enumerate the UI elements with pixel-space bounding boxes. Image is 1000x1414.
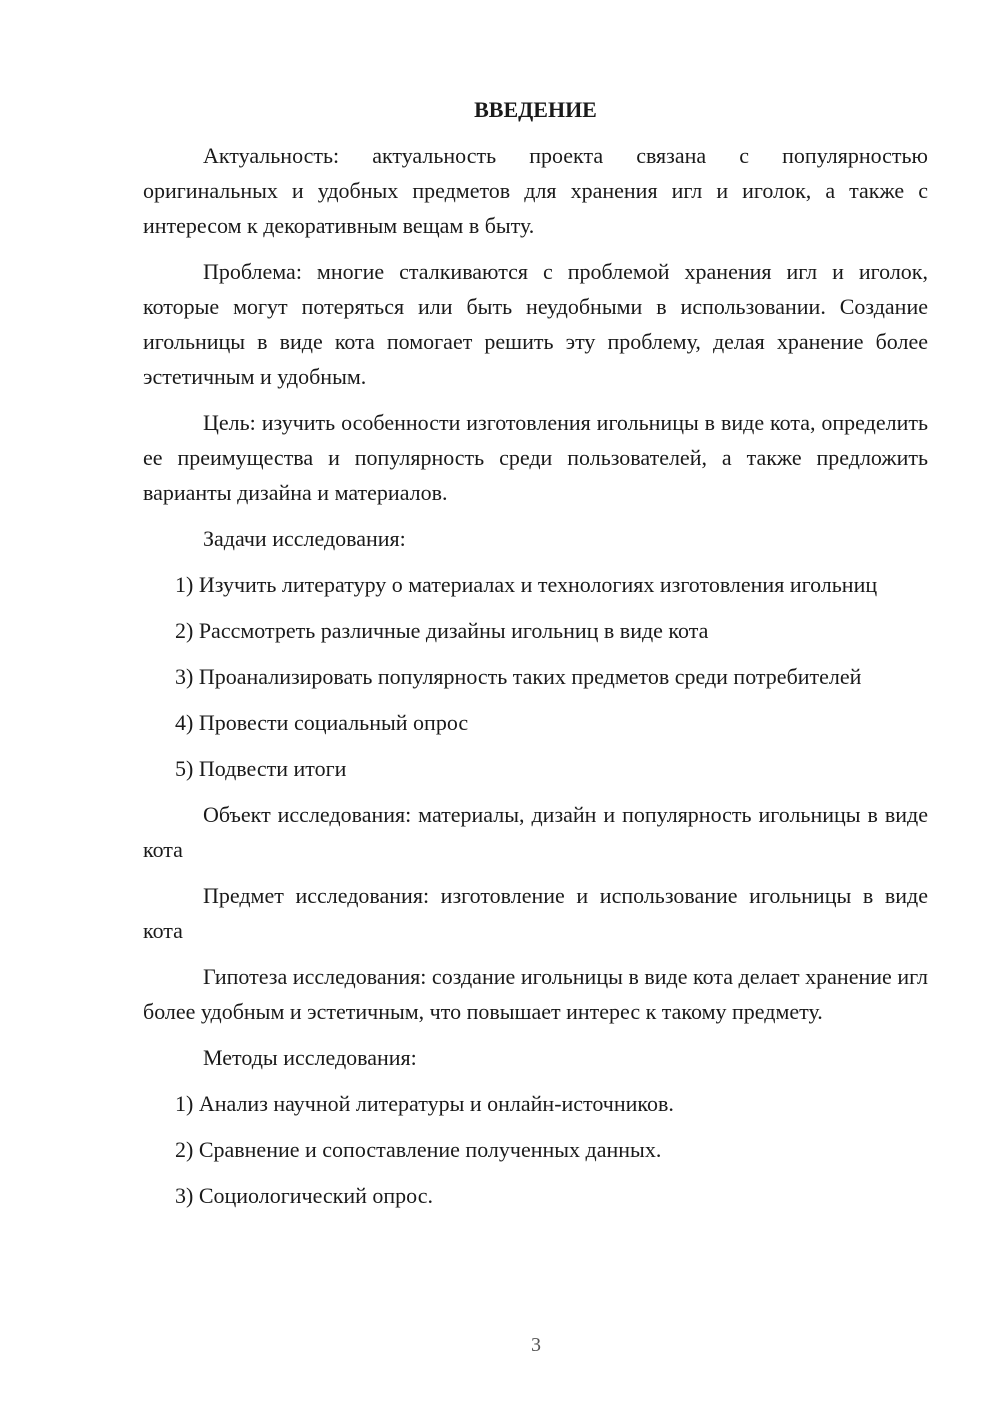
page-title: ВВЕДЕНИЕ [474, 97, 597, 122]
method-item-2: 2) Сравнение и сопоставление полученных данных. [175, 1137, 662, 1162]
page-number: 3 [531, 1334, 541, 1356]
problem-paragraph: Проблема: многие сталкиваются с проблемой хранения игл и иголок, которые могут потеряться или быть неудобными в использовании. Создание игольницы в виде кота помогает решить эту проблему, делая хранение более эстетичным и удобным. [143, 259, 928, 389]
relevance-paragraph: Актуальность: актуальность проекта связана с популярностью оригинальных и удобных предметов для хранения игл и иголок, а также с интересом к декоративным вещам в быту. [143, 143, 928, 238]
task-item-2: 2) Рассмотреть различные дизайны игольниц в виде кота [175, 618, 709, 643]
task-item-3: 3) Проанализировать популярность таких предметов среди потребителей [175, 664, 862, 689]
task-item-4: 4) Провести социальный опрос [175, 710, 469, 735]
research-subject-paragraph: Предмет исследования: изготовление и использование игольницы в виде кота [143, 883, 928, 943]
research-hypothesis-paragraph: Гипотеза исследования: создание игольницы в виде кота делает хранение игл более удобным и эстетичным, что повышает интерес к такому предмету. [143, 964, 928, 1024]
method-item-1: 1) Анализ научной литературы и онлайн-источников. [175, 1091, 674, 1116]
document-page [143, 94, 928, 1224]
goal-paragraph: Цель: изучить особенности изготовления игольницы в виде кота, определить ее преимущества и популярность среди пользователей, а также предложить варианты дизайна и материалов. [143, 410, 928, 505]
research-object-paragraph: Объект исследования: материалы, дизайн и популярность игольницы в виде кота [143, 802, 928, 862]
tasks-heading: Задачи исследования: [203, 526, 406, 551]
task-item-1: 1) Изучить литературу о материалах и технологиях изготовления игольниц [175, 572, 878, 597]
methods-heading: Методы исследования: [203, 1045, 417, 1070]
method-item-3: 3) Социологический опрос. [175, 1183, 433, 1208]
task-item-5: 5) Подвести итоги [175, 756, 347, 781]
